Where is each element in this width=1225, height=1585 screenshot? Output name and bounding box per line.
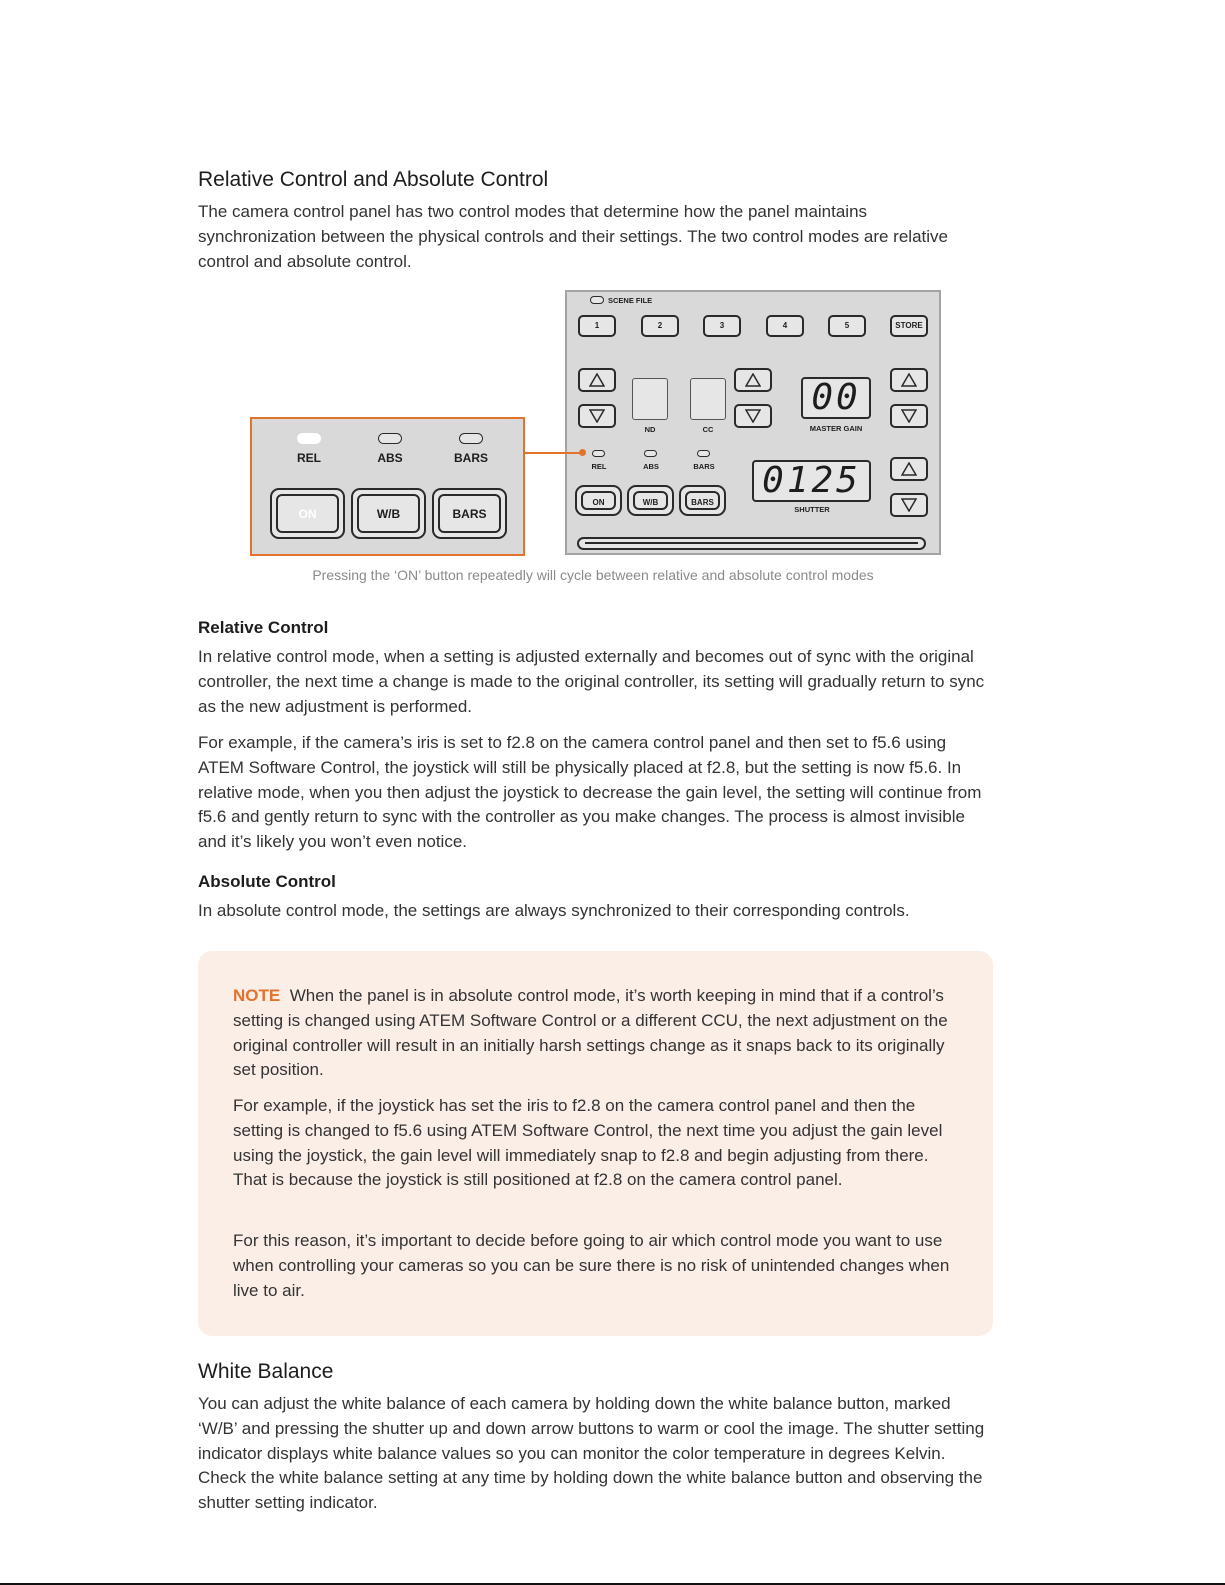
absolute-paragraph-1: In absolute control mode, the settings are always synchronized to their corresponding controls.: [198, 901, 910, 920]
wb-button-small-label: W/B: [633, 491, 668, 510]
bars-button[interactable]: [432, 488, 507, 539]
arrow-down-icon: [901, 498, 917, 512]
intro-paragraph: The camera control panel has two control modes that determine how the panel maintains synchronization between the physical controls and their settings. The two control modes are relative control and absolute control.: [198, 202, 948, 271]
callout-dot: [579, 449, 586, 456]
abs-led-small: [644, 450, 657, 457]
master-gain-label: MASTER GAIN: [809, 424, 863, 433]
bars-led: [459, 433, 483, 444]
iris-down-button[interactable]: [578, 404, 616, 428]
abs-label: ABS: [377, 451, 403, 465]
on-button-small[interactable]: [575, 485, 622, 516]
on-button-label: ON: [276, 494, 339, 533]
callout-connector: [525, 452, 583, 454]
bars-label: BARS: [453, 451, 488, 465]
scene-button-3[interactable]: 3: [703, 315, 741, 337]
scene-button-4[interactable]: 4: [766, 315, 804, 337]
rel-label-small: REL: [591, 462, 607, 471]
shutter-label: SHUTTER: [794, 505, 830, 514]
relative-paragraph-1: In relative control mode, when a setting is adjusted externally and becomes out of sync with the original controller, the next time a change is made to the original controller, its setting will gradually return to sync as the new adjustment is performed.: [198, 647, 985, 716]
bars-led-small: [697, 450, 710, 457]
nd-label: ND: [644, 425, 656, 434]
relative-control-heading: Relative Control: [198, 618, 329, 637]
fader-slider[interactable]: [577, 537, 926, 550]
rel-label: REL: [297, 451, 321, 465]
nd-knob[interactable]: [632, 378, 668, 420]
gain-down-button[interactable]: [890, 404, 928, 428]
figure-caption: Pressing the ‘ON’ button repeatedly will cycle between relative and absolute control modes: [312, 567, 874, 583]
note-text-1: When the panel is in absolute control mode, it’s worth keeping in mind that if a control’s setting is changed using ATEM Software Control or a different CCU, the next adjustment on the original controller will result in an initially harsh settings change as it snaps back to its originally set position.: [233, 986, 948, 1080]
white-balance-heading: White Balance: [198, 1360, 334, 1383]
rel-led-lit: [297, 433, 321, 444]
section-heading-relative-absolute: Relative Control and Absolute Control: [198, 168, 549, 191]
arrow-up-icon: [901, 462, 917, 476]
note-box: [198, 951, 993, 1336]
bars-button-label: BARS: [438, 494, 501, 533]
abs-label-small: ABS: [643, 462, 659, 471]
scene-file-label: SCENE FILE: [608, 296, 653, 305]
relative-paragraph-2: For example, if the camera’s iris is set to f2.8 on the camera control panel and then set to f5.6 using ATEM Software Control, the joystick will still be physically placed at f2.8, but the setting is now f5.6. In relative mode, when you then adjust the joystick to decrease the gain level, the setting will continue from f5.6 and gently return to sync with the controller as you make changes. The process is almost invisible and it’s likely you won’t even notice.: [198, 733, 982, 852]
wb-button[interactable]: [351, 488, 426, 539]
abs-led: [378, 433, 402, 444]
bars-button-small[interactable]: [679, 485, 726, 516]
cc-knob[interactable]: [690, 378, 726, 420]
arrow-up-icon: [745, 373, 761, 387]
bars-label-small: BARS: [693, 462, 715, 471]
absolute-control-heading: Absolute Control: [198, 872, 336, 891]
iris-up-button[interactable]: [578, 368, 616, 392]
white-balance-paragraph: You can adjust the white balance of each camera by holding down the white balance button, marked ‘W/B’ and pressing the shutter up and down arrow buttons to warm or cool the image. The shutter setting indicator displays white balance values so you can monitor the color temperature in degrees Kelvin. Check the white balance setting at any time by holding down the white balance button and observing the shutter setting indicator.: [198, 1394, 985, 1513]
scene-button-2[interactable]: 2: [641, 315, 679, 337]
store-button[interactable]: STORE: [890, 315, 928, 337]
note-label: NOTE: [233, 986, 281, 1005]
scene-button-1[interactable]: 1: [578, 315, 616, 337]
note-paragraph-3: For this reason, it’s important to decide before going to air which control mode you want to use when controlling your cameras so you can be sure there is no risk of unintended changes when live to air.: [233, 1231, 950, 1300]
note-paragraph-2: For example, if the joystick has set the iris to f2.8 on the camera control panel and then the setting is changed to f5.6 using ATEM Software Control, the next time you adjust the gain level using the joystick, the gain level will immediately snap to f2.8 and begin adjusting from there. That is because the joystick is still positioned at f2.8 on the camera control panel.: [233, 1096, 943, 1190]
middle-up-button[interactable]: [734, 368, 772, 392]
shutter-display: 0125: [752, 460, 871, 502]
rel-led-small: [592, 450, 605, 457]
bars-button-small-label: BARS: [685, 491, 720, 510]
scene-button-5[interactable]: 5: [828, 315, 866, 337]
arrow-up-icon: [901, 373, 917, 387]
on-button-small-label: ON: [581, 491, 616, 510]
note-paragraph-1: [233, 984, 963, 1083]
shutter-down-button[interactable]: [890, 493, 928, 517]
on-button[interactable]: [270, 488, 345, 539]
arrow-down-icon: [901, 409, 917, 423]
wb-button-label: W/B: [357, 494, 420, 533]
arrow-down-icon: [589, 409, 605, 423]
scene-file-led: [590, 296, 604, 304]
middle-down-button[interactable]: [734, 404, 772, 428]
arrow-down-icon: [745, 409, 761, 423]
wb-button-small[interactable]: [627, 485, 674, 516]
cc-label: CC: [702, 425, 714, 434]
shutter-up-button[interactable]: [890, 457, 928, 481]
gain-up-button[interactable]: [890, 368, 928, 392]
arrow-up-icon: [589, 373, 605, 387]
master-gain-display: 00: [801, 377, 871, 419]
